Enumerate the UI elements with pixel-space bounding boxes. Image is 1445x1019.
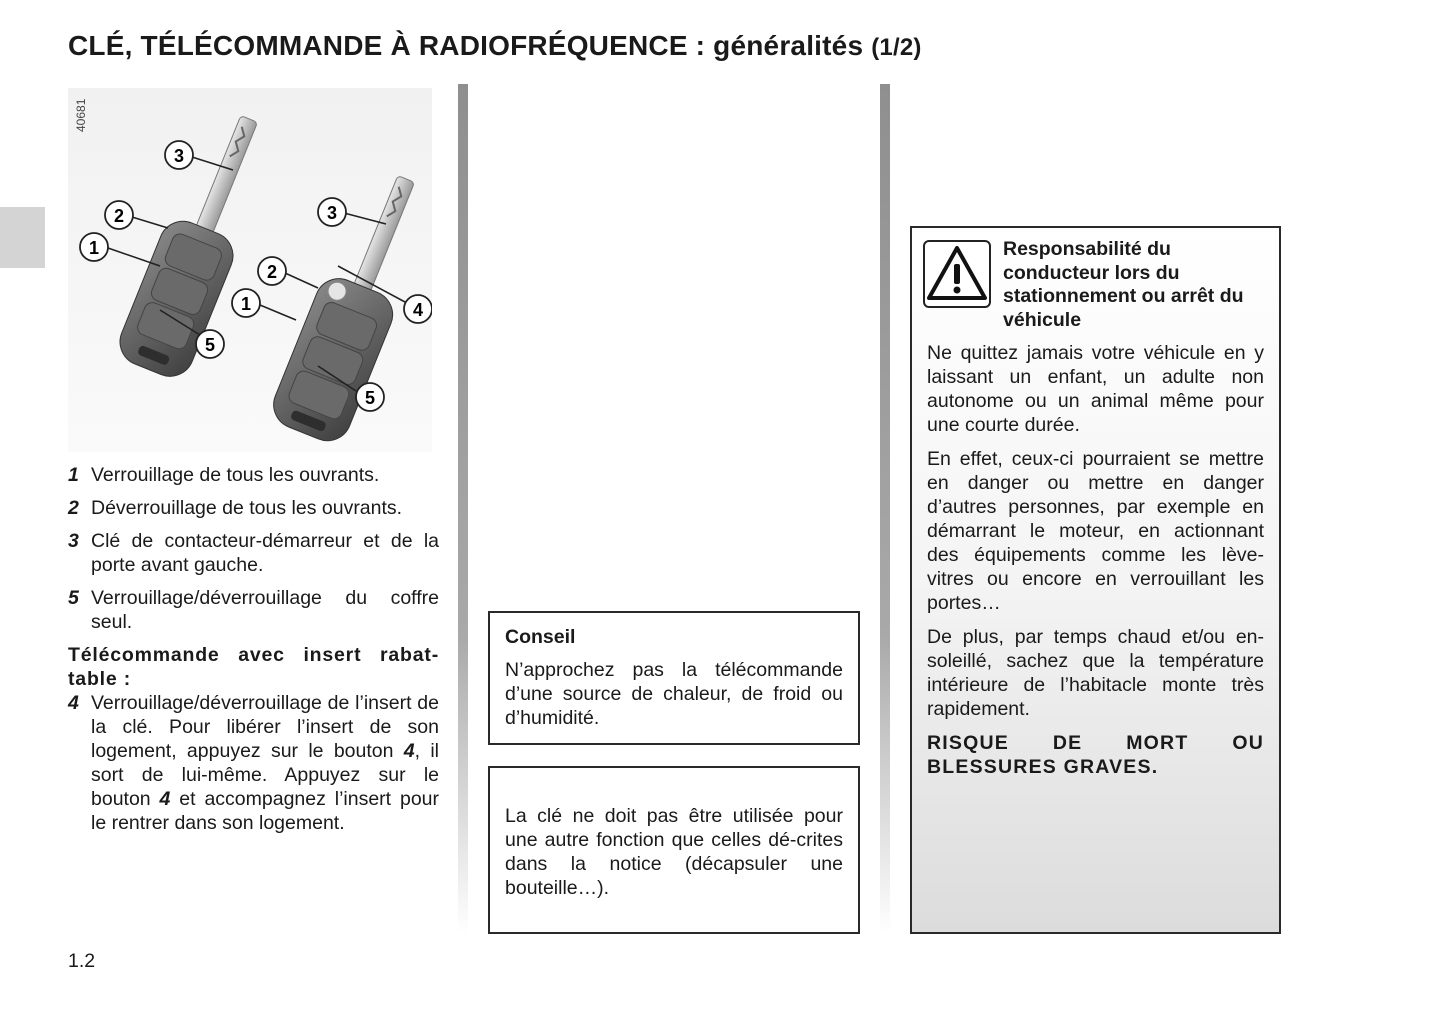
svg-text:5: 5 — [204, 335, 216, 355]
legend-item-text: Clé de contacteur-démarreur et de la porte avant gauche. — [91, 530, 439, 576]
legend-item-text: Déverrouillage de tous les ouvrants. — [91, 497, 403, 519]
legend-item — [68, 463, 439, 487]
legend-item — [68, 586, 439, 634]
warning-paragraph: De plus, par temps chaud et/ou en-soleillé, sachez que la température intérieure de l’habitacle monte très rapidement. — [927, 626, 1264, 720]
warning-triangle-icon — [923, 240, 991, 308]
svg-text:4: 4 — [412, 300, 424, 320]
warning-title: Responsabilité du conducteur lors du stationnement ou arrêt du véhicule — [1003, 238, 1244, 331]
callout-3-right — [318, 198, 346, 226]
callout-2-right — [258, 257, 286, 285]
svg-text:1: 1 — [88, 238, 100, 258]
column-separator-left — [458, 84, 468, 934]
page-number: 1.2 — [68, 950, 96, 972]
svg-text:3: 3 — [326, 203, 338, 223]
callout-5-right — [356, 383, 384, 411]
note-box — [488, 766, 860, 934]
figure-number: 40681 — [74, 98, 88, 132]
warning-box — [910, 226, 1281, 934]
legend-list — [68, 463, 439, 844]
svg-text:2: 2 — [266, 262, 278, 282]
callout-4-right — [404, 295, 432, 323]
advice-title: Conseil — [505, 626, 576, 648]
legend-item — [68, 529, 439, 577]
legend-subheading: Télécommande avec insert rabat-table : — [68, 644, 439, 690]
advice-box — [488, 611, 860, 745]
svg-text:2: 2 — [113, 206, 125, 226]
legend-item-number: 3 — [68, 530, 79, 552]
title-main: CLÉ, TÉLÉCOMMANDE À RADIOFRÉQUENCE : généralités — [68, 30, 864, 61]
callout-3-left — [165, 141, 193, 169]
legend-item-number: 1 — [68, 464, 79, 486]
column-separator-right — [880, 84, 890, 934]
page-title — [68, 30, 922, 62]
callout-5-left — [196, 330, 224, 358]
legend-item-text: Verrouillage de tous les ouvrants. — [91, 464, 380, 486]
warning-paragraph: Ne quittez jamais votre véhicule en y laissant un enfant, un adulte non autonome ou un animal même pour une courte durée. — [927, 342, 1264, 436]
legend-item-text: Verrouillage/déverrouillage du coffre seul. — [91, 587, 439, 633]
legend-item — [68, 691, 439, 835]
note-text: La clé ne doit pas être utilisée pour une autre fonction que celles dé-crites dans la notice (décapsuler une bouteille…). — [505, 805, 843, 899]
legend-item-number: 2 — [68, 497, 79, 519]
key-illustration — [68, 88, 432, 452]
callout-2-left — [105, 201, 133, 229]
warning-paragraph: En effet, ceux-ci pourraient se mettre en danger ou mettre en danger d’autres personnes, par exemple en démarrant le moteur, en actionnant des équipements comme les lève-vitres ou encore en verrouillant les portes… — [927, 448, 1264, 614]
advice-text: N’approchez pas la télécommande d’une source de chaleur, de froid ou d’humidité. — [505, 659, 843, 729]
svg-text:3: 3 — [173, 146, 185, 166]
callout-1-left — [80, 233, 108, 261]
legend-item-number: 4 — [68, 692, 79, 714]
legend-item-text: Verrouillage/déverrouillage de l’insert de la clé. Pour libérer l’insert de son logement, appuyez sur le bouton 4, il sort de lui-même. Appuyez sur le bouton 4 et accompagnez l’insert pour le rentrer dans son logement. — [91, 692, 440, 834]
legend-item-number: 5 — [68, 587, 79, 609]
warning-danger-text: RISQUE DE MORT OU BLESSURES GRAVES. — [927, 732, 1264, 778]
legend-item — [68, 496, 439, 520]
callout-1-right — [232, 289, 260, 317]
svg-text:5: 5 — [364, 388, 376, 408]
title-part: (1/2) — [871, 34, 922, 61]
section-tab — [0, 207, 45, 268]
svg-text:1: 1 — [240, 294, 252, 314]
